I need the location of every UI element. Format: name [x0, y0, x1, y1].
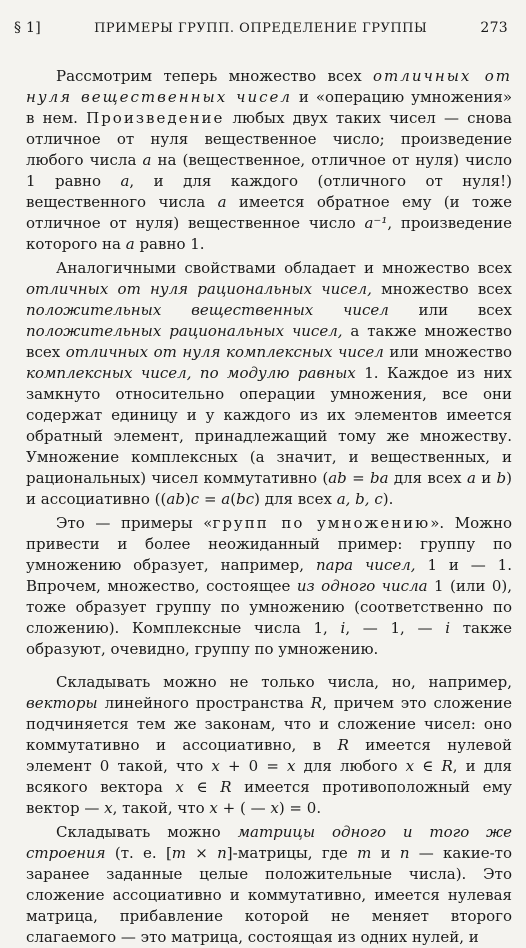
paragraph	[26, 66, 512, 255]
text-run: для всех	[388, 469, 467, 487]
text-run: , произведение которого на	[26, 214, 512, 253]
emphasis-run: ba	[370, 469, 389, 487]
text-run: )	[184, 490, 191, 508]
emphasis-run: a	[120, 172, 130, 190]
emphasis-run: x	[211, 757, 220, 775]
text-run: и	[475, 469, 497, 487]
paragraph	[26, 822, 512, 948]
page-number: 273	[480, 20, 508, 36]
emphasis-run: a, b, c	[336, 490, 383, 508]
section-mark: § 1]	[14, 20, 42, 36]
emphasis-run: положительных вещественных чисел	[26, 301, 389, 319]
emphasis-run: n	[399, 844, 410, 862]
emphasis-run: x	[209, 799, 218, 817]
text-run: равно 1.	[134, 235, 205, 253]
emphasis-run: b	[496, 469, 507, 487]
text-run: также образуют, очевидно, группу по умножению.	[26, 619, 513, 658]
text-run: =	[199, 490, 222, 508]
emphasis-run: a⁻¹	[364, 214, 388, 232]
text-run: Складывать можно	[56, 823, 238, 841]
paragraph	[26, 513, 512, 660]
emphasis-run: c	[190, 490, 200, 508]
text-run: ». Можно привести и более неожиданный пример: группу по умножению образует, например,	[26, 514, 512, 574]
emphasis-run: a	[466, 469, 476, 487]
text-run: (	[230, 490, 237, 508]
emphasis-run: R	[337, 736, 349, 754]
text-run: на (вещественное, отличное от нуля) число 1 равно	[26, 151, 512, 190]
text-run: линейного пространства	[97, 694, 311, 712]
emphasis-run: m	[171, 844, 187, 862]
text-run: + 0 =	[219, 757, 288, 775]
paragraph	[26, 672, 512, 819]
text-run: — какие-то заранее заданные целые положительные числа). Это сложение ассоциативно и коммутативно, имеется нулевая матрица, прибавление которой не меняет второго слагаемого — это матрица, состоящая из одних нулей, и	[26, 844, 512, 946]
text-run: 1 (или 0), тоже образует группу по умножению (соответственно по сложению). Комплексные числа 1,	[26, 577, 512, 637]
text-run: для любого	[295, 757, 406, 775]
text-run: или множество	[383, 343, 513, 361]
emphasis-run: Произведение	[86, 109, 225, 127]
text-run: имеется обратное ему (и тоже отличное от нуля) вещественное число	[26, 193, 512, 232]
emphasis-run: отличных от нуля вещественных чисел	[26, 67, 512, 106]
text-run: =	[346, 469, 370, 487]
text-run: ) = 0.	[278, 799, 322, 817]
emphasis-run: групп по умножению	[212, 514, 431, 532]
emphasis-run: векторы	[26, 694, 98, 712]
text-run: (т. е. [	[105, 844, 172, 862]
emphasis-run: x	[270, 799, 279, 817]
emphasis-run: матрицы одного и того же строения	[26, 823, 512, 862]
text-run: ) и ассоциативно ((	[26, 469, 513, 508]
emphasis-run: x	[405, 757, 415, 775]
emphasis-run: положительных рациональных чисел,	[26, 322, 343, 340]
running-header	[14, 20, 508, 36]
emphasis-run: R	[220, 778, 232, 796]
text-run: , такой, что	[112, 799, 210, 817]
emphasis-run: a	[221, 490, 231, 508]
emphasis-run: a	[217, 193, 227, 211]
text-run: + ( —	[217, 799, 271, 817]
emphasis-run: отличных от нуля рациональных чисел,	[26, 280, 372, 298]
emphasis-run: i	[340, 619, 346, 637]
emphasis-run: ab	[166, 490, 185, 508]
text-run: , — 1, —	[345, 619, 446, 637]
text-run: Складывать можно не только числа, но, например,	[56, 673, 512, 691]
text-run: , и для всякого вектора	[26, 757, 513, 796]
text-run: ]-матрицы, где	[226, 844, 358, 862]
emphasis-run: a	[125, 235, 135, 253]
text-run: ∈	[414, 757, 442, 775]
emphasis-run: bc	[236, 490, 255, 508]
emphasis-run: x	[104, 799, 113, 817]
text-run: Рассмотрим теперь множество всех	[56, 67, 374, 85]
text-run: ) для всех	[254, 490, 337, 508]
emphasis-run: a	[142, 151, 152, 169]
emphasis-run: отличных от нуля комплексных чисел	[65, 343, 384, 361]
emphasis-run: n	[217, 844, 227, 862]
text-run: , и для каждого (отличного от нуля!) вещественного числа	[26, 172, 512, 211]
emphasis-run: x	[287, 757, 296, 775]
text-run: ).	[382, 490, 394, 508]
text-run: любых двух таких чисел — снова отличное от нуля вещественное число; произведение любого числа	[26, 109, 513, 169]
text-run: , причем это сложение подчиняется тем же законам, что и сложение чисел: оно коммутативно и ассоциативно, в	[26, 694, 512, 754]
text-run: 1. Каждое из них замкнуто относительно операции умножения, все они содержат единицу и у каждого из их элементов имеется обратный элемент, принадлежащий тому же множеству. Умножение комплексных (а значит, и вещественных, и рациональных) чисел коммутативно (	[26, 364, 512, 487]
emphasis-run: комплексных чисел, по модулю равных	[26, 364, 356, 382]
emphasis-run: пара чисел,	[315, 556, 416, 574]
text-run: имеется противоположный ему вектор —	[26, 778, 513, 817]
text-run: Это — примеры «	[56, 514, 213, 532]
emphasis-run: i	[445, 619, 451, 637]
emphasis-run: из одного числа	[296, 577, 428, 595]
emphasis-run: x	[175, 778, 184, 796]
text-run: а также множество всех	[26, 322, 512, 361]
text-run: и «операцию умножения» в нем.	[26, 88, 512, 127]
text-run: 1 и — 1. Впрочем, множество, состоящее	[26, 556, 512, 595]
text-run: Аналогичными свойствами обладает и множество всех	[56, 259, 512, 277]
text-run: имеется нулевой элемент 0 такой, что	[26, 736, 512, 775]
emphasis-run: R	[441, 757, 453, 775]
running-title: ПРИМЕРЫ ГРУПП. ОПРЕДЕЛЕНИЕ ГРУППЫ	[94, 21, 428, 36]
text-run: и	[371, 844, 400, 862]
text-run: или всех	[388, 301, 512, 319]
emphasis-run: m	[357, 844, 372, 862]
page-body	[26, 66, 512, 948]
text-run: ∈	[183, 778, 221, 796]
text-run: ×	[186, 844, 218, 862]
emphasis-run: R	[310, 694, 323, 712]
paragraph	[26, 258, 512, 510]
emphasis-run: ab	[328, 469, 347, 487]
text-run: множество всех	[371, 280, 513, 298]
